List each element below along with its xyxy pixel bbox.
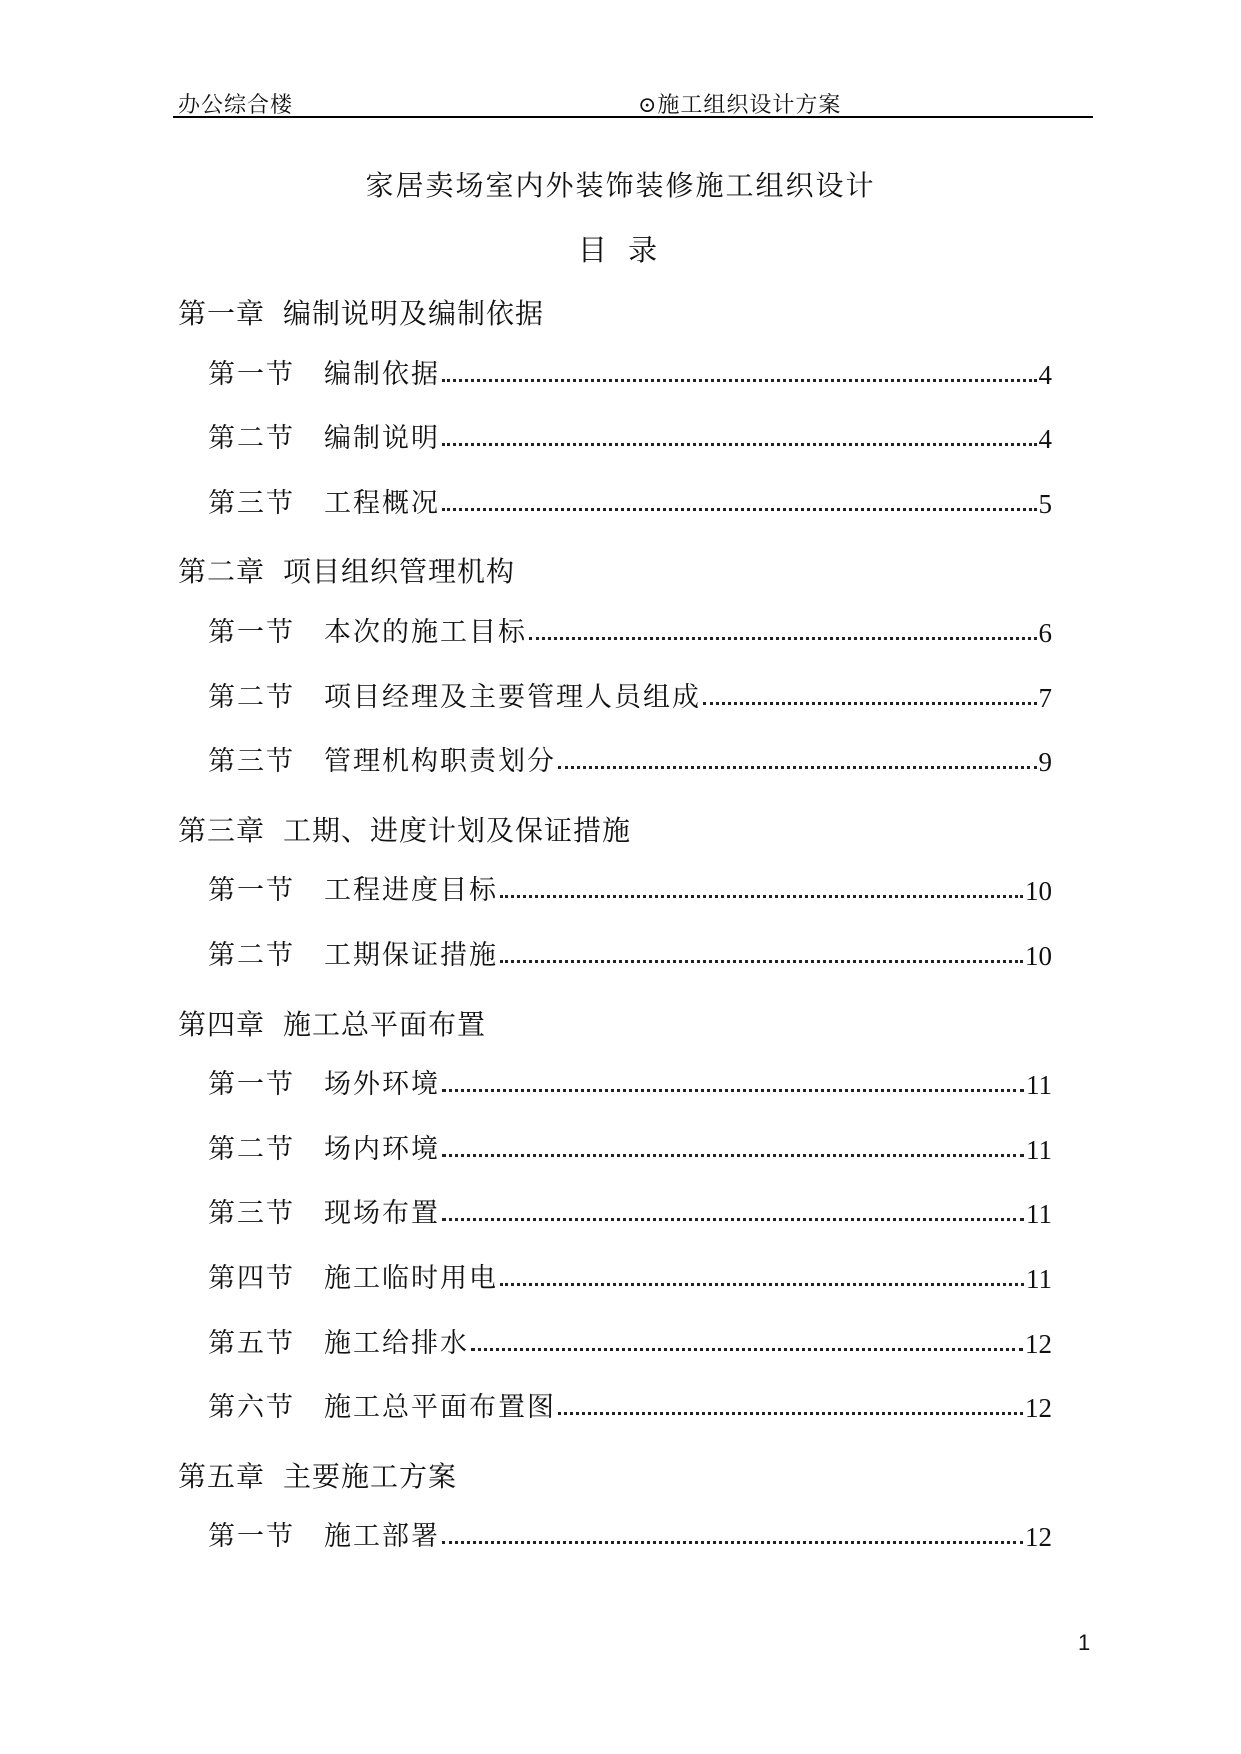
dot-leader bbox=[442, 443, 1037, 446]
section-title: 本次的施工目标 bbox=[324, 617, 527, 648]
header-left-text: 办公综合楼 bbox=[178, 93, 294, 118]
chapter-number: 第一章 bbox=[178, 297, 266, 330]
page-number: 1 bbox=[1078, 1630, 1091, 1655]
section-number: 第一节 bbox=[208, 1069, 295, 1101]
section-page-number: 10 bbox=[1025, 941, 1052, 971]
section-page-number: 11 bbox=[1026, 1134, 1052, 1165]
section-page-number: 12 bbox=[1025, 1393, 1052, 1424]
section-number: 第四节 bbox=[208, 1263, 295, 1294]
toc-chapter bbox=[178, 550, 515, 590]
section-title: 编制依据 bbox=[324, 358, 440, 390]
section-number: 第二节 bbox=[208, 423, 295, 455]
dot-leader bbox=[442, 1218, 1024, 1221]
chapter-number: 第三章 bbox=[178, 813, 266, 847]
toc-section-row[interactable] bbox=[208, 1320, 1052, 1360]
header-right-text: ⊙施工组织设计方案 bbox=[638, 93, 842, 118]
section-page-number: 7 bbox=[1038, 682, 1052, 713]
toc-chapter bbox=[178, 292, 544, 332]
section-page-number: 10 bbox=[1025, 876, 1052, 907]
chapter-number: 第五章 bbox=[178, 1459, 266, 1493]
chapter-title: 项目组织管理机构 bbox=[283, 555, 516, 589]
section-page-number: 11 bbox=[1026, 1199, 1052, 1230]
section-title: 项目经理及主要管理人员组成 bbox=[324, 681, 701, 713]
section-number: 第一节 bbox=[208, 617, 295, 648]
toc-section-row[interactable] bbox=[208, 932, 1052, 972]
toc-section-row[interactable] bbox=[208, 674, 1052, 714]
section-title: 现场布置 bbox=[324, 1198, 440, 1230]
chapter-title: 主要施工方案 bbox=[283, 1459, 458, 1493]
dot-leader bbox=[703, 702, 1037, 705]
chapter-number: 第四章 bbox=[178, 1007, 266, 1041]
section-number: 第二节 bbox=[208, 940, 295, 971]
toc-heading: 目 录 bbox=[577, 233, 664, 267]
chapter-number: 第二章 bbox=[178, 555, 266, 589]
section-page-number: 4 bbox=[1038, 424, 1052, 455]
section-page-number: 4 bbox=[1038, 359, 1052, 390]
toc-section-row[interactable] bbox=[208, 351, 1052, 391]
dot-leader bbox=[471, 1348, 1023, 1351]
dot-leader bbox=[442, 1541, 1023, 1544]
section-page-number: 5 bbox=[1038, 488, 1052, 519]
toc-section-row[interactable] bbox=[208, 1190, 1052, 1230]
section-title: 管理机构职责划分 bbox=[324, 746, 556, 778]
toc-section-row[interactable] bbox=[208, 1126, 1052, 1166]
toc-section-row[interactable] bbox=[208, 480, 1052, 520]
dot-leader bbox=[442, 1154, 1024, 1157]
toc-section-row[interactable] bbox=[208, 609, 1052, 649]
section-number: 第二节 bbox=[208, 1133, 295, 1165]
section-title: 施工临时用电 bbox=[324, 1263, 498, 1294]
dot-leader bbox=[558, 1412, 1023, 1415]
section-title: 施工给排水 bbox=[324, 1327, 469, 1359]
toc-section-row[interactable] bbox=[208, 1255, 1052, 1295]
section-page-number: 11 bbox=[1026, 1070, 1052, 1101]
section-number: 第一节 bbox=[208, 1521, 295, 1553]
dot-leader bbox=[500, 960, 1023, 963]
section-title: 编制说明 bbox=[324, 423, 440, 455]
toc-chapter bbox=[178, 809, 631, 849]
section-page-number: 11 bbox=[1026, 1264, 1052, 1294]
toc-section-row[interactable] bbox=[208, 1061, 1052, 1101]
dot-leader bbox=[442, 379, 1037, 382]
page-header bbox=[173, 84, 1093, 118]
toc-section-row[interactable] bbox=[208, 867, 1052, 907]
toc-section-row[interactable] bbox=[208, 1513, 1052, 1553]
section-number: 第三节 bbox=[208, 746, 295, 778]
section-number: 第三节 bbox=[208, 1198, 295, 1230]
section-number: 第一节 bbox=[208, 358, 295, 390]
dot-leader bbox=[500, 1283, 1024, 1286]
dot-leader bbox=[558, 766, 1037, 769]
toc-chapter bbox=[178, 1455, 457, 1495]
section-number: 第二节 bbox=[208, 681, 295, 713]
toc-section-row[interactable] bbox=[208, 738, 1052, 778]
toc-section-row[interactable] bbox=[208, 1384, 1052, 1424]
chapter-title: 施工总平面布置 bbox=[283, 1007, 487, 1041]
section-title: 施工总平面布置图 bbox=[324, 1392, 556, 1424]
section-title: 施工部署 bbox=[324, 1521, 440, 1553]
section-title: 工期保证措施 bbox=[324, 940, 498, 971]
section-page-number: 6 bbox=[1038, 618, 1052, 648]
section-title: 工程进度目标 bbox=[324, 875, 498, 907]
chapter-title: 工期、进度计划及保证措施 bbox=[283, 813, 632, 847]
dot-leader bbox=[442, 508, 1037, 511]
toc-chapter bbox=[178, 1003, 486, 1043]
document-title: 家居卖场室内外装饰装修施工组织设计 bbox=[365, 169, 876, 202]
toc-section-row[interactable] bbox=[208, 415, 1052, 455]
section-title: 场内环境 bbox=[324, 1133, 440, 1165]
dot-leader bbox=[442, 1089, 1024, 1092]
section-number: 第六节 bbox=[208, 1392, 295, 1424]
section-number: 第五节 bbox=[208, 1327, 295, 1359]
dot-leader bbox=[500, 895, 1023, 898]
section-page-number: 9 bbox=[1038, 747, 1052, 778]
section-number: 第一节 bbox=[208, 875, 295, 907]
section-page-number: 12 bbox=[1025, 1328, 1052, 1359]
section-title: 工程概况 bbox=[324, 487, 440, 519]
dot-leader bbox=[529, 637, 1037, 640]
section-page-number: 12 bbox=[1025, 1522, 1052, 1553]
section-title: 场外环境 bbox=[324, 1069, 440, 1101]
section-number: 第三节 bbox=[208, 487, 295, 519]
chapter-title: 编制说明及编制依据 bbox=[283, 297, 545, 330]
